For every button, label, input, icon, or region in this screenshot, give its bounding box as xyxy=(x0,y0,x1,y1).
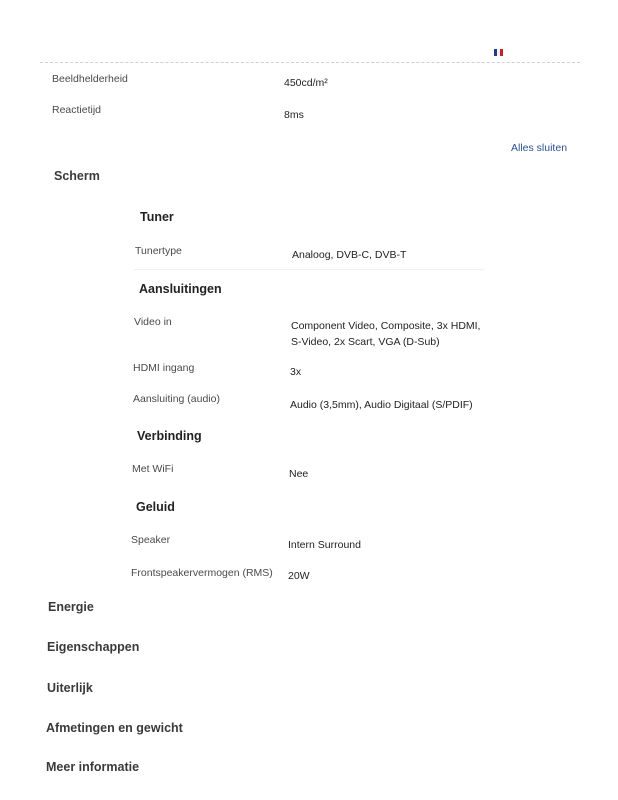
spec-value-brightness: 450cd/m² xyxy=(284,77,328,89)
section-header-more-info[interactable]: Meer informatie xyxy=(46,760,140,774)
spec-label-wifi: Met WiFi xyxy=(132,463,174,475)
section-header-appearance[interactable]: Uiterlijk xyxy=(47,681,93,695)
close-all-link[interactable]: Alles sluiten xyxy=(511,142,568,154)
spec-value-speaker: Intern Surround xyxy=(288,539,361,551)
spec-value-video-in-line-2: S-Video, 2x Scart, VGA (D-Sub) xyxy=(291,336,440,348)
spec-value-wifi: Nee xyxy=(289,468,309,480)
spec-label-front-speaker-power: Frontspeakervermogen (RMS) xyxy=(131,567,273,579)
spec-label-speaker: Speaker xyxy=(131,534,171,546)
spec-value-video-in-line-1: Component Video, Composite, 3x HDMI, xyxy=(291,320,481,332)
spec-label-brightness: Beeldhelderheid xyxy=(52,73,128,85)
spec-value-front-speaker-power: 20W xyxy=(288,570,310,582)
section-header-properties[interactable]: Eigenschappen xyxy=(47,640,140,654)
spec-value-video-in xyxy=(291,318,480,350)
spec-value-audio-connection: Audio (3,5mm), Audio Digitaal (S/PDIF) xyxy=(290,399,473,411)
spec-label-response-time: Reactietijd xyxy=(52,104,102,116)
section-header-dimensions-weight[interactable]: Afmetingen en gewicht xyxy=(46,721,183,735)
spec-label-hdmi-input: HDMI ingang xyxy=(133,362,195,374)
spec-value-tuner-type: Analoog, DVB-C, DVB-T xyxy=(292,249,407,261)
row-divider xyxy=(134,269,484,270)
spec-label-tuner-type: Tunertype xyxy=(135,245,182,257)
group-title-tuner: Tuner xyxy=(140,210,174,224)
flag-stripe-red xyxy=(500,49,503,56)
top-divider xyxy=(40,62,580,63)
spec-label-video-in: Video in xyxy=(134,316,172,328)
section-header-screen[interactable]: Scherm xyxy=(54,169,100,183)
section-header-energy[interactable]: Energie xyxy=(48,600,94,614)
spec-value-hdmi-input: 3x xyxy=(290,366,302,378)
language-flag-icon[interactable] xyxy=(494,49,503,56)
group-title-connectivity: Verbinding xyxy=(137,429,202,443)
spec-value-response-time: 8ms xyxy=(284,109,304,121)
group-title-sound: Geluid xyxy=(136,500,175,514)
spec-label-audio-connection: Aansluiting (audio) xyxy=(133,393,220,405)
group-title-connections: Aansluitingen xyxy=(139,282,222,296)
